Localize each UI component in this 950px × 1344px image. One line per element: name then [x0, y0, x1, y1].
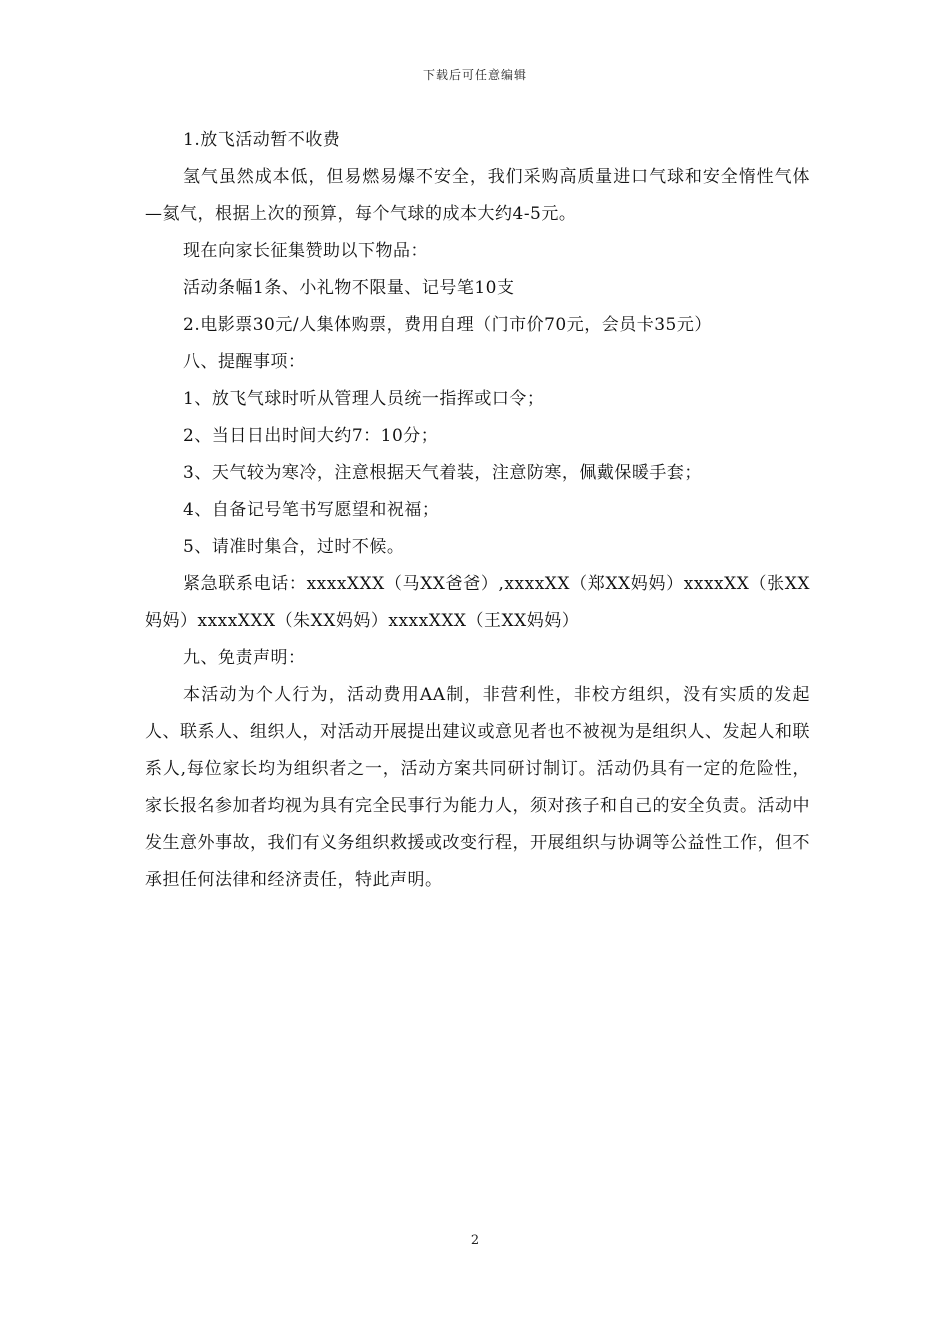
paragraph-fee-note: 1.放飞活动暂不收费: [183, 130, 341, 150]
document-body: [145, 122, 810, 899]
reminder-item-5: 5、请准时集合，过时不候。: [183, 537, 405, 557]
reminder-item-3: 3、天气较为寒冷，注意根据天气着装，注意防寒，佩戴保暖手套；: [183, 463, 702, 483]
reminder-item-2: 2、当日日出时间大约7：10分；: [183, 426, 439, 446]
section-heading-reminders: 八、提醒事项：: [183, 352, 306, 372]
paragraph-gas-cost: 氢气虽然成本低，但易燃易爆不安全，我们采购高质量进口气球和安全惰性气体—氦气，根据上次的预算，每个气球的成本大约4-5元。: [145, 167, 810, 224]
paragraph-emergency-contacts: 紧急联系电话：xxxxXXX（马XX爸爸）,xxxxXX（郑XX妈妈）xxxxXX（张XX妈妈）xxxxXXX（朱XX妈妈）xxxxXXX（王XX妈妈）: [145, 574, 810, 631]
paragraph-sponsorship-items: 活动条幅1条、小礼物不限量、记号笔10支: [183, 278, 515, 298]
page-number: 2: [470, 1233, 480, 1248]
paragraph-disclaimer: 本活动为个人行为，活动费用AA制，非营利性，非校方组织，没有实质的发起人、联系人、组织人，对活动开展提出建议或意见者也不被视为是组织人、发起人和联系人,每位家长均为组织者之一，活动方案共同研讨制订。活动仍具有一定的危险性，家长报名参加者均视为具有完全民事行为能力人，须对孩子和自己的安全负责。活动中发生意外事故，我们有义务组织救援或改变行程，开展组织与协调等公益性工作，但不承担任何法律和经济责任，特此声明。: [145, 685, 810, 890]
reminder-item-4: 4、自备记号笔书写愿望和祝福；: [183, 500, 440, 520]
paragraph-sponsorship-intro: 现在向家长征集赞助以下物品：: [183, 241, 428, 261]
reminder-item-1: 1、放飞气球时听从管理人员统一指挥或口令；: [183, 389, 545, 409]
header-note: 下载后可任意编辑: [422, 68, 527, 82]
paragraph-movie-ticket: 2.电影票30元/人集体购票，费用自理（门市价70元，会员卡35元）: [183, 315, 712, 335]
section-heading-disclaimer: 九、免责声明：: [183, 648, 306, 668]
